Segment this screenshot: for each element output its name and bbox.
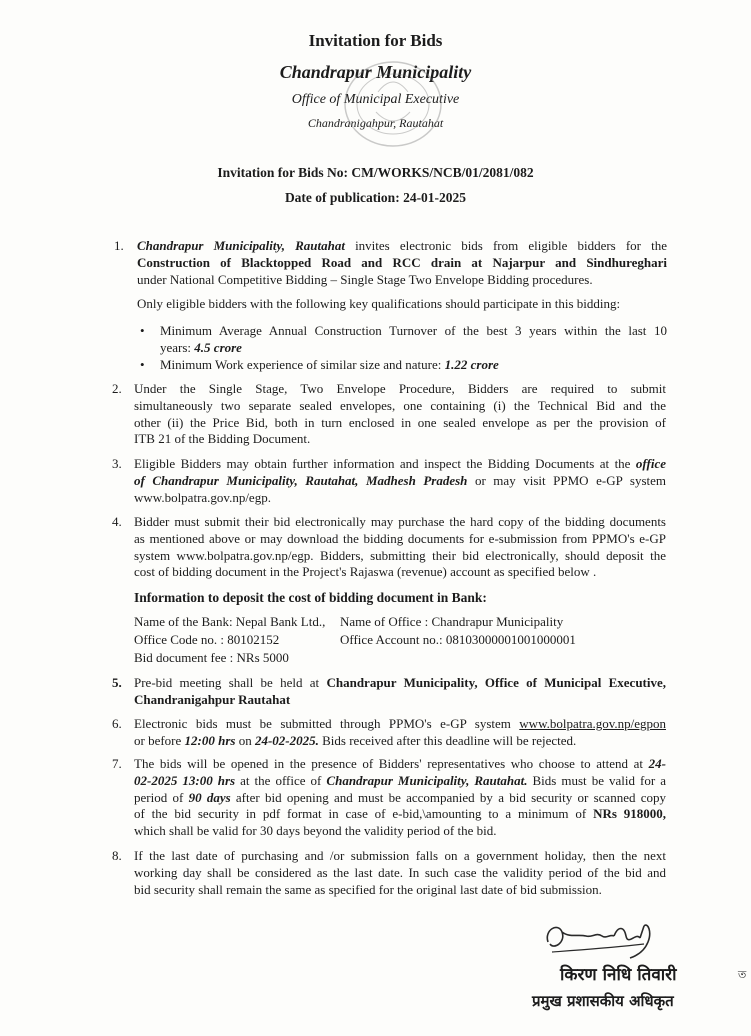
opening-venue: Chandrapur Municipality, Rautahat. <box>326 772 528 788</box>
bid-reference-number: Invitation for Bids No: CM/WORKS/NCB/01/2081/082 <box>217 165 534 180</box>
item-7-line-2-end: Bids must be valid for a <box>527 772 666 788</box>
office-address: Chandranigahpur, Rautahat <box>307 116 444 130</box>
item-2-line-4: ITB 21 of the Bidding Document. <box>134 431 311 447</box>
bullet-dot: • <box>140 357 145 372</box>
bank-info-heading: Information to deposit the cost of bidding document in Bank: <box>134 590 487 605</box>
opening-date-time: 02-2025 13:00 hrs <box>134 772 236 788</box>
bid-security-amount: NRs 918000, <box>593 806 666 822</box>
item-1-line-1: invites electronic bids from eligible bidders for the <box>344 238 667 253</box>
item-7-text <box>134 756 666 840</box>
item-7-line-3-end: after bid opening and must be accompanied by a bid security or scanned copy <box>230 789 666 805</box>
project-name: Construction of Blacktopped Road and RCC drain at Najarpur and Sindhureghari <box>137 254 667 270</box>
item-1-number: 1. <box>114 238 124 253</box>
qualification-turnover-label: years: <box>160 339 195 355</box>
bullet-dot: • <box>140 323 145 338</box>
item-3-line-1: Eligible Bidders may obtain further information and inspect the Bidding Documents at the <box>134 456 636 471</box>
prebid-venue-address: Chandranigahpur Rautahat <box>134 691 291 707</box>
item-1-text <box>137 238 667 313</box>
prebid-venue: Chandrapur Municipality, Office of Municipal Executive, <box>326 675 667 690</box>
egpon-link[interactable]: www.bolpatra.gov.np/egpon <box>519 716 666 731</box>
qualification-experience-label: Minimum Work experience of similar size and nature: <box>160 357 445 372</box>
item-2-line-1: Under the Single Stage, Two Envelope Procedure, Bidders are required to submit <box>134 381 666 396</box>
item-6-line-2-end: Bids received after this deadline will be rejected. <box>318 732 577 748</box>
item-3-office-ref: office <box>635 456 666 471</box>
experience-value: 1.22 crore <box>444 357 499 372</box>
document-title: Invitation for Bids <box>308 31 443 50</box>
item-8-line-2: working day shall be considered as the last date. In such case the validity period of the bid and <box>134 864 666 880</box>
item-7-number: 7. <box>112 756 122 771</box>
qualification-turnover-line-1: Minimum Average Annual Construction Turnover of the best 3 years within the last 10 <box>160 323 667 338</box>
item-7-line-4: of the bid security in pdf format in case of e-bid,\amounting to a minimum of <box>134 806 594 822</box>
item-2-line-2: simultaneously two separate sealed envelopes, one containing (i) the Technical Bid and the <box>134 397 666 413</box>
item-1-line-3: under National Competitive Bidding – Single Stage Two Envelope Bidding procedures. <box>137 271 593 287</box>
deadline-date: 24-02-2025. <box>254 732 319 748</box>
item-4-line-3: system www.bolpatra.gov.np/egp. Bidders, submitting their bid electronically, should deposit the <box>134 547 666 563</box>
item-3-line-2: or may visit PPMO e-GP system <box>467 472 666 488</box>
publication-date: Date of publication: 24-01-2025 <box>284 190 467 205</box>
item-6-on: on <box>235 732 255 748</box>
item-7-line-5: which shall be valid for 30 days beyond the validity period of the bid. <box>134 823 497 839</box>
item-2-line-3: other (ii) the Price Bid, both in turn enclosed in one sealed envelope as per the provision of <box>134 414 666 430</box>
egp-link[interactable]: www.bolpatra.gov.np/egp. <box>134 489 271 505</box>
item-6-line-1: Electronic bids must be submitted through PPMO's e-GP system <box>134 716 520 731</box>
item-4-number: 4. <box>112 514 122 529</box>
office-stamp-seal <box>318 52 468 152</box>
item-5-line-1: Pre-bid meeting shall be held at <box>134 675 327 690</box>
item-4-line-2: as mentioned above or may download the bidding documents for e-submission from PPMO's e-GP <box>134 530 666 546</box>
office-account-number: Office Account no.: 08103000001001000001 <box>340 632 576 647</box>
item-2-number: 2. <box>112 381 122 396</box>
item-3-number: 3. <box>112 456 122 471</box>
item-8-number: 8. <box>112 848 122 863</box>
item-6-line-2: or before <box>134 732 185 748</box>
municipality-name: Chandrapur Municipality <box>279 62 472 82</box>
deadline-time: 12:00 hrs <box>184 732 236 748</box>
stray-mark: ত <box>738 968 747 981</box>
item-8-line-3: bid security shall remain the same as specified for the original last date of bid submission. <box>134 881 602 897</box>
office-name: Office of Municipal Executive <box>291 92 460 107</box>
item-7-line-2: at the office of <box>235 772 327 788</box>
handwritten-signature <box>540 912 660 967</box>
item-6-number: 6. <box>112 716 122 731</box>
item-4-line-1: Bidder must submit their bid electronically may purchase the hard copy of the bidding documents <box>134 514 666 529</box>
item-4-text <box>134 514 666 581</box>
bid-document-fee: Bid document fee : NRs 5000 <box>134 650 289 665</box>
turnover-value: 4.5 crore <box>194 339 242 355</box>
office-name-field: Name of Office : Chandrapur Municipality <box>340 614 564 629</box>
item-6-text <box>134 716 666 750</box>
item-8-text <box>134 848 666 898</box>
validity-days: 90 days <box>188 789 231 805</box>
qualification-experience <box>160 357 667 374</box>
signatory-title: प्रमुख प्रशासकीय अधिकृत <box>532 992 674 1010</box>
item-3-text <box>134 456 666 506</box>
item-2-text <box>134 381 666 448</box>
item-7-line-3: period of <box>134 789 189 805</box>
qualification-turnover <box>160 323 667 357</box>
municipality-ref: Chandrapur Municipality, Rautahat <box>137 238 345 253</box>
signatory-name: किरण निधि तिवारी <box>560 965 677 985</box>
item-7-line-1: The bids will be opened in the presence of Bidders' representatives who choose to attend at <box>134 756 649 771</box>
item-5-number: 5. <box>112 675 122 690</box>
item-4-line-4: cost of bidding document in the Project's Rajaswa (revenue) account as specified below . <box>134 564 597 580</box>
opening-date-start: 24- <box>648 756 666 771</box>
bank-name: Name of the Bank: Nepal Bank Ltd., <box>134 614 326 629</box>
item-1-line-4: Only eligible bidders with the following key qualifications should participate in this bidding: <box>137 296 621 312</box>
office-code: Office Code no. : 80102152 <box>134 632 280 647</box>
office-location: of Chandrapur Municipality, Rautahat, Madhesh Pradesh <box>134 472 468 488</box>
item-8-line-1: If the last date of purchasing and /or submission falls on a government holiday, then the next <box>134 848 666 863</box>
item-5-text <box>134 675 666 709</box>
